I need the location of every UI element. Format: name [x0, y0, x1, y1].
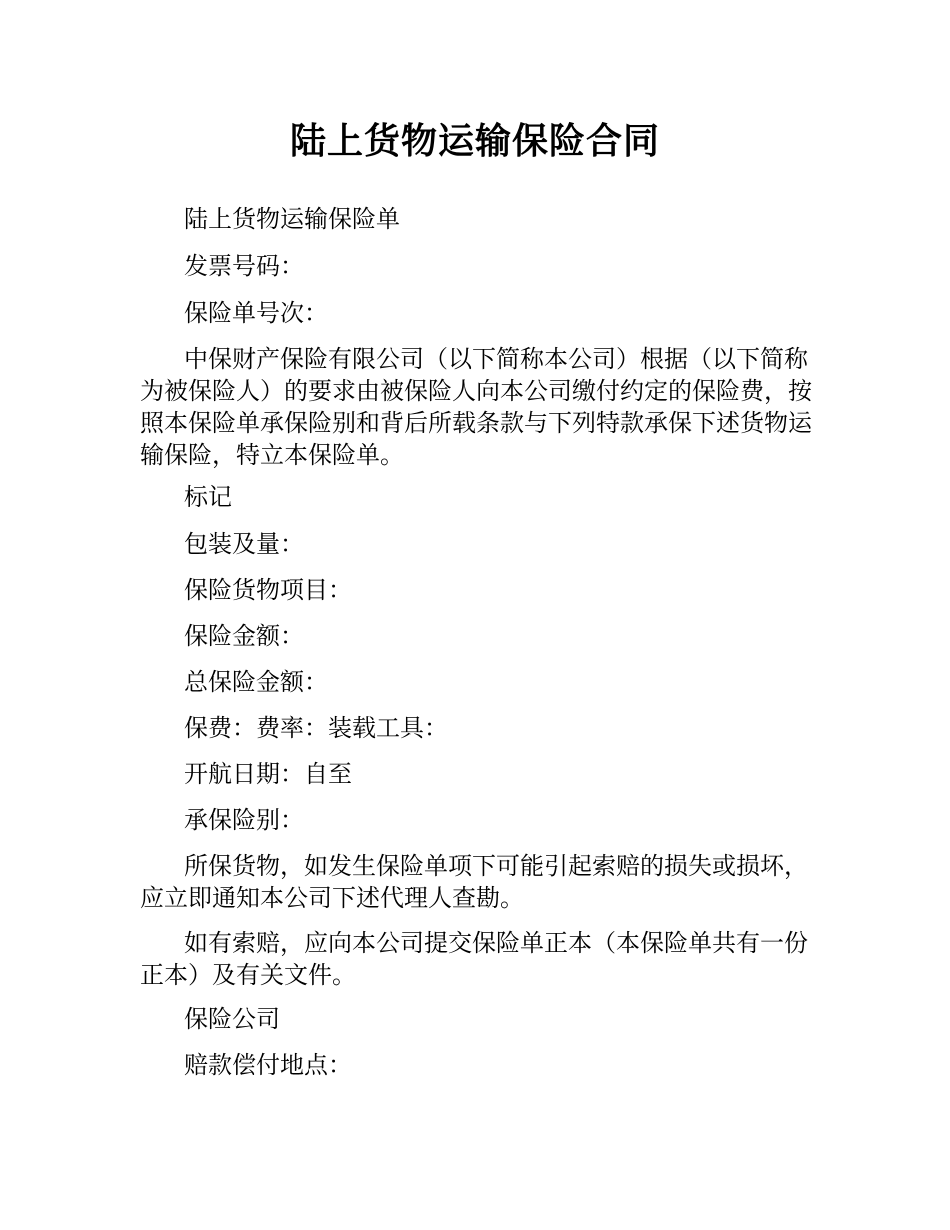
- paragraph-departure-date: 开航日期：自至: [184, 760, 352, 788]
- paragraph-claims: 如有索赔，应向本公司提交保险单正本（本保险单共有一份正本）及有关文件。: [140, 929, 808, 989]
- paragraph-invoice-number: 发票号码：: [184, 252, 304, 280]
- paragraph-insurer: 保险公司: [184, 1005, 280, 1033]
- document-title: 陆上货物运输保险合同: [289, 121, 660, 162]
- paragraph-premium-rate-conveyance: 保费：费率：装载工具：: [184, 714, 448, 742]
- paragraph-policy-name: 陆上货物运输保险单: [184, 205, 400, 233]
- paragraph-preamble: 中保财产保险有限公司（以下简称本公司）根据（以下简称为被保险人）的要求由被保险人向本公司缴付约定的保险费，按照本保险单承保险别和背后所载条款与下列特款承保下述货物运输保险，特立本保险单。: [140, 345, 812, 469]
- paragraph-policy-number: 保险单号次：: [184, 299, 328, 327]
- paragraph-insured-amount: 保险金额：: [184, 622, 304, 650]
- paragraph-total-insured-amount: 总保险金额：: [184, 668, 328, 696]
- paragraph-insured-goods: 保险货物项目：: [184, 576, 352, 604]
- paragraph-loss-notice: 所保货物，如发生保险单项下可能引起索赔的损失或损坏，应立即通知本公司下述代理人查勘。: [140, 852, 808, 912]
- paragraph-coverage: 承保险别：: [184, 806, 304, 834]
- paragraph-claim-payable-at: 赔款偿付地点：: [184, 1051, 352, 1079]
- paragraph-marks: 标记: [184, 483, 232, 511]
- paragraph-packing-quantity: 包装及量：: [184, 530, 304, 558]
